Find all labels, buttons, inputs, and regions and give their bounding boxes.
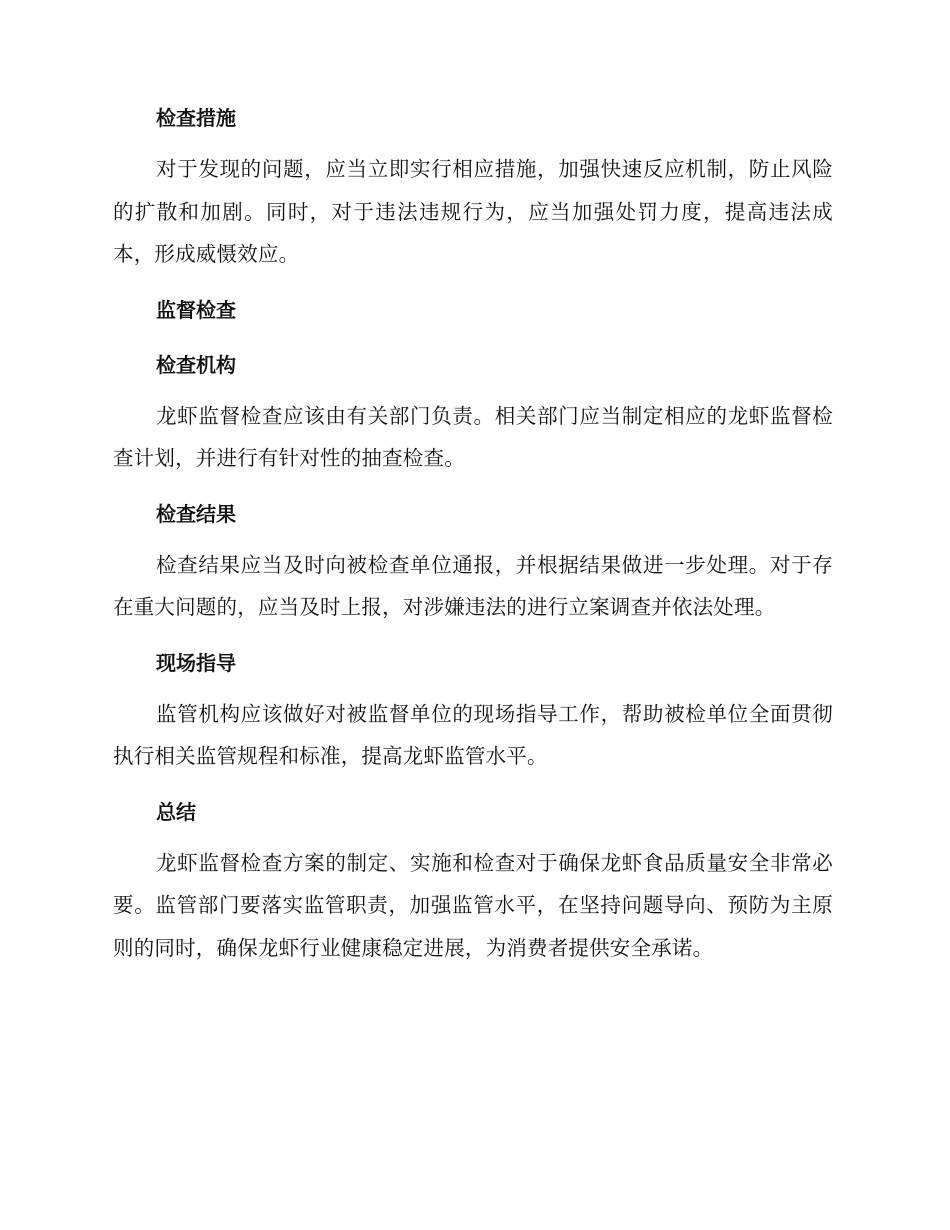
section-paragraph: 龙虾监督检查方案的制定、实施和检查对于确保龙虾食品质量安全非常必要。监管部门要落实监管职责，加强监管水平，在坚持问题导向、预防为主原则的同时，确保龙虾行业健康稳定进展，为消费者提供安全承诺。 <box>113 850 833 960</box>
section-heading: 现场指导 <box>156 650 236 675</box>
section-heading: 检查结果 <box>156 501 236 526</box>
section-heading: 检查措施 <box>156 106 236 130</box>
section-heading: 总结 <box>156 799 196 824</box>
section-heading: 监督检查 <box>156 297 236 322</box>
section-paragraph: 龙虾监督检查应该由有关部门负责。相关部门应当制定相应的龙虾监督检查计划，并进行有针对性的抽查检查。 <box>113 403 833 470</box>
section-paragraph: 对于发现的问题，应当立即实行相应措施，加强快速反应机制，防止风险的扩散和加剧。同时，对于违法违规行为，应当加强处罚力度，提高违法成本，形成威慑效应。 <box>113 157 833 266</box>
section-paragraph: 检查结果应当及时向被检查单位通报，并根据结果做进一步处理。对于存在重大问题的，应当及时上报，对涉嫌违法的进行立案调查并依法处理。 <box>113 552 833 619</box>
section-paragraph: 监管机构应该做好对被监督单位的现场指导工作，帮助被检单位全面贯彻执行相关监管规程和标准，提高龙虾监管水平。 <box>113 701 833 768</box>
document-page <box>113 105 833 969</box>
section-heading: 检查机构 <box>156 352 236 377</box>
